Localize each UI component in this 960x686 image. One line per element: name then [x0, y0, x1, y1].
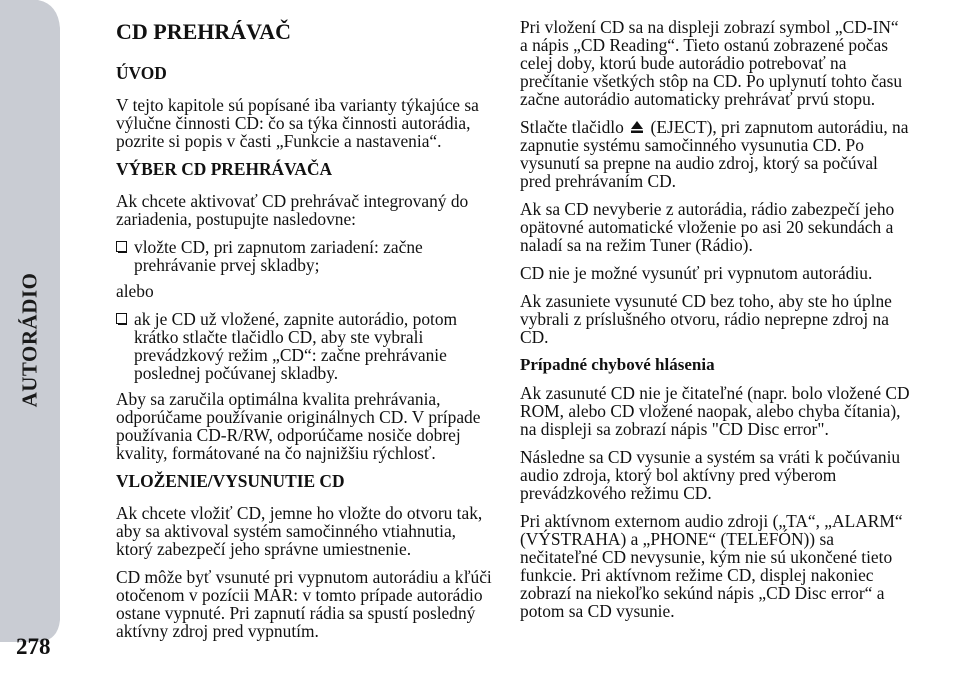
reading-paragraph: Pri vložení CD sa na displeji zobrazí symbol „CD-IN“ a nápis „CD Reading“. Tieto ostanú zobrazené počas celej doby, ktorú bude autorádio potrebovať na prečítanie všetkých stôp na CD. Po uplynutí tohto času začne autorádio automaticky prehrávať prvú stopu.	[520, 17, 903, 109]
bullet-text: vložte CD, pri zapnutom zariadení: začne prehrávanie prvej skladby;	[134, 237, 423, 275]
eject-icon	[630, 120, 644, 134]
auto-reinsert-paragraph: Ak sa CD nevyberie z autorádia, rádio zabezpečí jeho opätovné automatické vloženie po asi 20 sekundách a naladí sa na režim Tuner (Rádio).	[520, 199, 895, 255]
eject-after-text: (EJECT), pri zapnutom autorádiu, na zapnutie systému samočinného vysunutia CD. Po vysunutí sa prepne na audio zdroj, ktorý sa počúval pred prehrávaním CD.	[520, 117, 909, 191]
select-heading: VÝBER CD PREHRÁVAČA	[116, 159, 333, 179]
error-paragraph: Ak zasunuté CD nie je čitateľné (napr. bolo vložené CD ROM, alebo CD vložené naopak, alebo chyba čítania), na displeji sa zobrazí nápis "CD Disc error".	[520, 383, 910, 439]
right-column	[520, 18, 910, 630]
key-off-paragraph: CD môže byť vsunuté pri vypnutom autorádiu a kľúči otočenom v pozícii MAR: v tomto prípade autorádio ostane vypnuté. Pri zapnutí rádia sa spustí posledný aktívny zdroj pred vypnutím.	[116, 567, 492, 641]
insert-paragraph: Ak chcete vložiť CD, jemne ho vložte do otvoru tak, aby sa aktivoval systém samočinného vtiahnutia, ktorý zabezpečí jeho správne umiestnenie.	[116, 503, 483, 559]
left-column	[116, 18, 496, 650]
intro-heading: ÚVOD	[116, 63, 167, 83]
bullet-item	[116, 238, 496, 274]
or-text: alebo	[116, 281, 154, 301]
checkbox-bullet-icon	[116, 313, 130, 324]
section-side-tab	[0, 0, 100, 686]
no-eject-paragraph: CD nie je možné vysunúť pri vypnutom autorádiu.	[520, 263, 873, 283]
bullet-text: ak je CD už vložené, zapnite autorádio, potom krátko stlačte tlačidlo CD, aby ste vybrali prevádzkový režim „CD“: začne prehrávanie poslednej počúvanej skladby.	[134, 309, 458, 383]
after-error-paragraph: Následne sa CD vysunie a systém sa vráti k počúvaniu audio zdroja, ktorý bol aktívny pred výberom prevádzkového režimu CD.	[520, 447, 901, 503]
page-number: 278	[16, 634, 51, 659]
partial-insert-paragraph: Ak zasuniete vysunuté CD bez toho, aby ste ho úplne vybrali z príslušného otvoru, rádio neprepne zdroj na CD.	[520, 291, 892, 347]
insert-heading: VLOŽENIE/VYSUNUTIE CD	[116, 471, 345, 491]
page-title: CD PREHRÁVAČ	[116, 19, 291, 44]
intro-paragraph: V tejto kapitole sú popísané iba varianty týkajúce sa výlučne činnosti CD: čo sa týka činnosti autorádia, pozrite si popis v časti „Funkcie a nastavenia“.	[116, 95, 479, 151]
checkbox-bullet-icon	[116, 241, 130, 252]
eject-paragraph	[520, 118, 910, 190]
side-tab-shape	[0, 0, 100, 686]
eject-before-text: Stlačte tlačidlo	[520, 117, 624, 137]
external-source-paragraph: Pri aktívnom externom audio zdroji („TA“, „ALARM“ (VÝSTRAHA) a „PHONE“ (TELEFÓN)) sa nečitateľné CD nevysunie, kým nie sú ukončené tieto funkcie. Pri aktívnom režime CD, displej nakoniec zobrazí na niekoľko sekúnd nápis „CD Disc error“ a potom sa CD vysunie.	[520, 511, 903, 621]
quality-paragraph: Aby sa zaručila optimálna kvalita prehrávania, odporúčame používanie originálnych CD. V prípade používania CD-R/RW, odporúčame nosiče dobrej kvality, formátované na čo najnižšiu rýchlosť.	[116, 389, 481, 463]
section-label: AUTORÁDIO	[17, 272, 42, 408]
errors-heading: Prípadné chybové hlásenia	[520, 355, 715, 374]
bullet-item	[116, 310, 496, 382]
select-paragraph: Ak chcete aktivovať CD prehrávač integrovaný do zariadenia, postupujte nasledovne:	[116, 191, 469, 229]
